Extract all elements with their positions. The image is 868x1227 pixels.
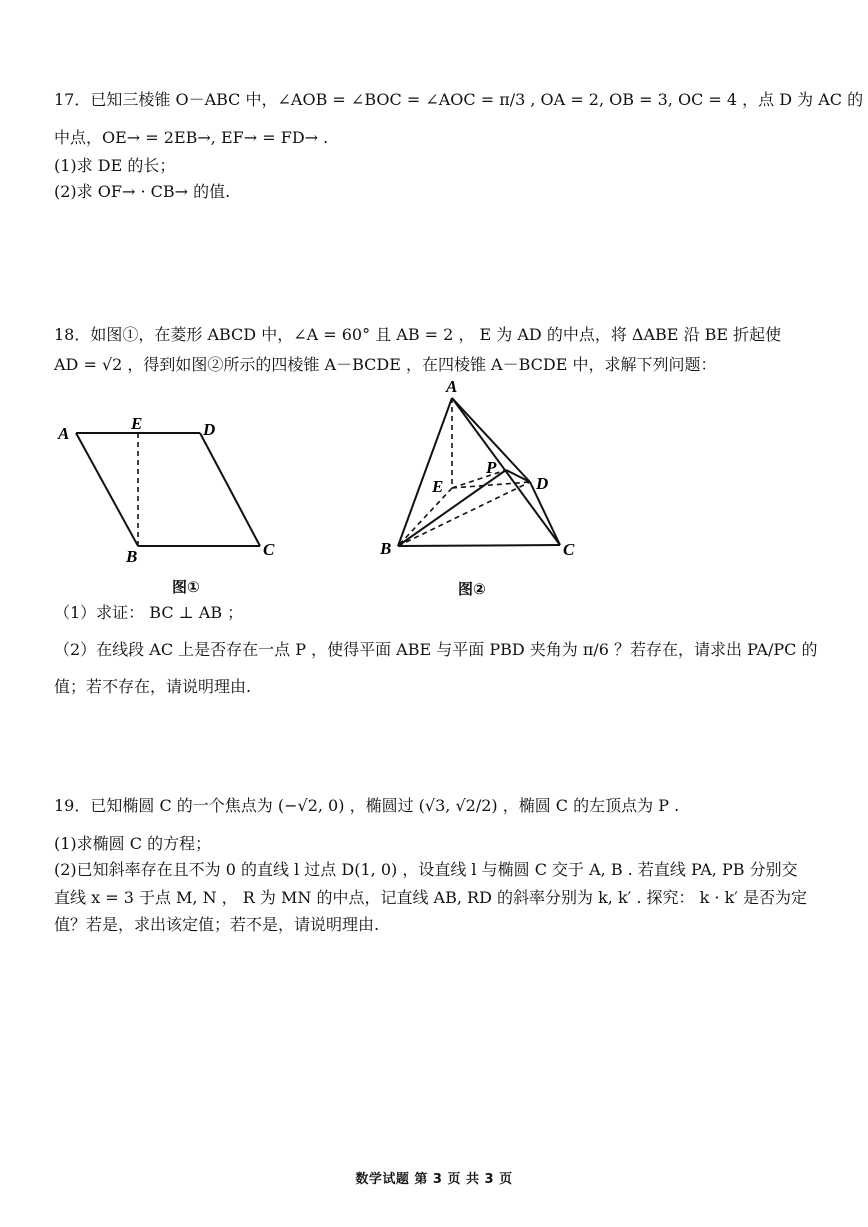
edge-ab (398, 398, 452, 546)
q19-part2-line1: (2)已知斜率存在且不为 0 的直线 l 过点 D(1, 0) ，设直线 l 与椭圆 C 交于 A, B . 若直线 PA, PB 分别交 (54, 860, 798, 879)
label-a: A (446, 377, 458, 396)
edge-dc (200, 433, 260, 546)
figure-2-pyramid (370, 372, 600, 567)
label-a: A (58, 424, 70, 443)
label-p: P (486, 458, 497, 477)
label-b: B (126, 547, 138, 566)
q17-part1: (1)求 DE 的长； (54, 156, 176, 175)
q18-part2-line1: （2）在线段 AC 上是否存在一点 P ，使得平面 ABE 与平面 PBD 夹角为 π/6 ？若存在，请求出 PA/PC 的 (54, 640, 818, 659)
q19-part2-line3: 值？若是，求出该定值；若不是，请说明理由. (54, 915, 380, 934)
figure-1-caption: 图① (172, 578, 200, 596)
label-b: B (380, 539, 392, 558)
figure-1-rhombus (50, 405, 300, 575)
q17-line2: 中点，OE→ = 2EB→, EF→ = FD→ . (54, 128, 329, 147)
page-footer: 数学试题 第 3 页 共 3 页 (355, 1172, 513, 1187)
q18-part1: （1）求证： BC ⊥ AB ； (54, 603, 244, 622)
q19-line1: 19．已知椭圆 C 的一个焦点为 (−√2, 0) ，椭圆过 (√3, √2/2) ，椭圆 C 的左顶点为 P . (54, 796, 680, 815)
label-e: E (131, 414, 143, 433)
edge-ab (76, 433, 138, 546)
label-c: C (263, 540, 275, 559)
edge-bc (398, 545, 560, 546)
edge-ac (452, 398, 560, 545)
q19-part2-line2: 直线 x = 3 于点 M, N ， R 为 MN 的中点，记直线 AB, RD 的斜率分别为 k, k′ . 探究： k · k′ 是否为定 (54, 888, 807, 907)
label-d: D (536, 474, 549, 493)
q17-line1: 17．已知三棱锥 O－ABC 中，∠AOB = ∠BOC = ∠AOC = π/3 , OA = 2, OB = 3, OC = 4 ，点 D 为 AC 的 (54, 90, 864, 109)
label-d: D (203, 420, 216, 439)
q19-part1: (1)求椭圆 C 的方程； (54, 834, 212, 853)
q18-line1: 18．如图①，在菱形 ABCD 中，∠A = 60° 且 AB = 2 ， E 为 AD 的中点，将 ΔABE 沿 BE 折起使 (54, 325, 782, 344)
q18-line2: AD = √2 ，得到如图②所示的四棱锥 A－BCDE ，在四棱锥 A－BCDE 中，求解下列问题： (54, 355, 717, 374)
figure-2-caption: 图② (458, 580, 486, 598)
edge-eb-dashed (398, 488, 452, 546)
label-e: E (432, 477, 444, 496)
q17-part2: (2)求 OF→ · CB→ 的值. (54, 182, 231, 201)
q18-part2-line2: 值；若不存在，请说明理由. (54, 677, 252, 696)
label-c: C (563, 540, 575, 559)
